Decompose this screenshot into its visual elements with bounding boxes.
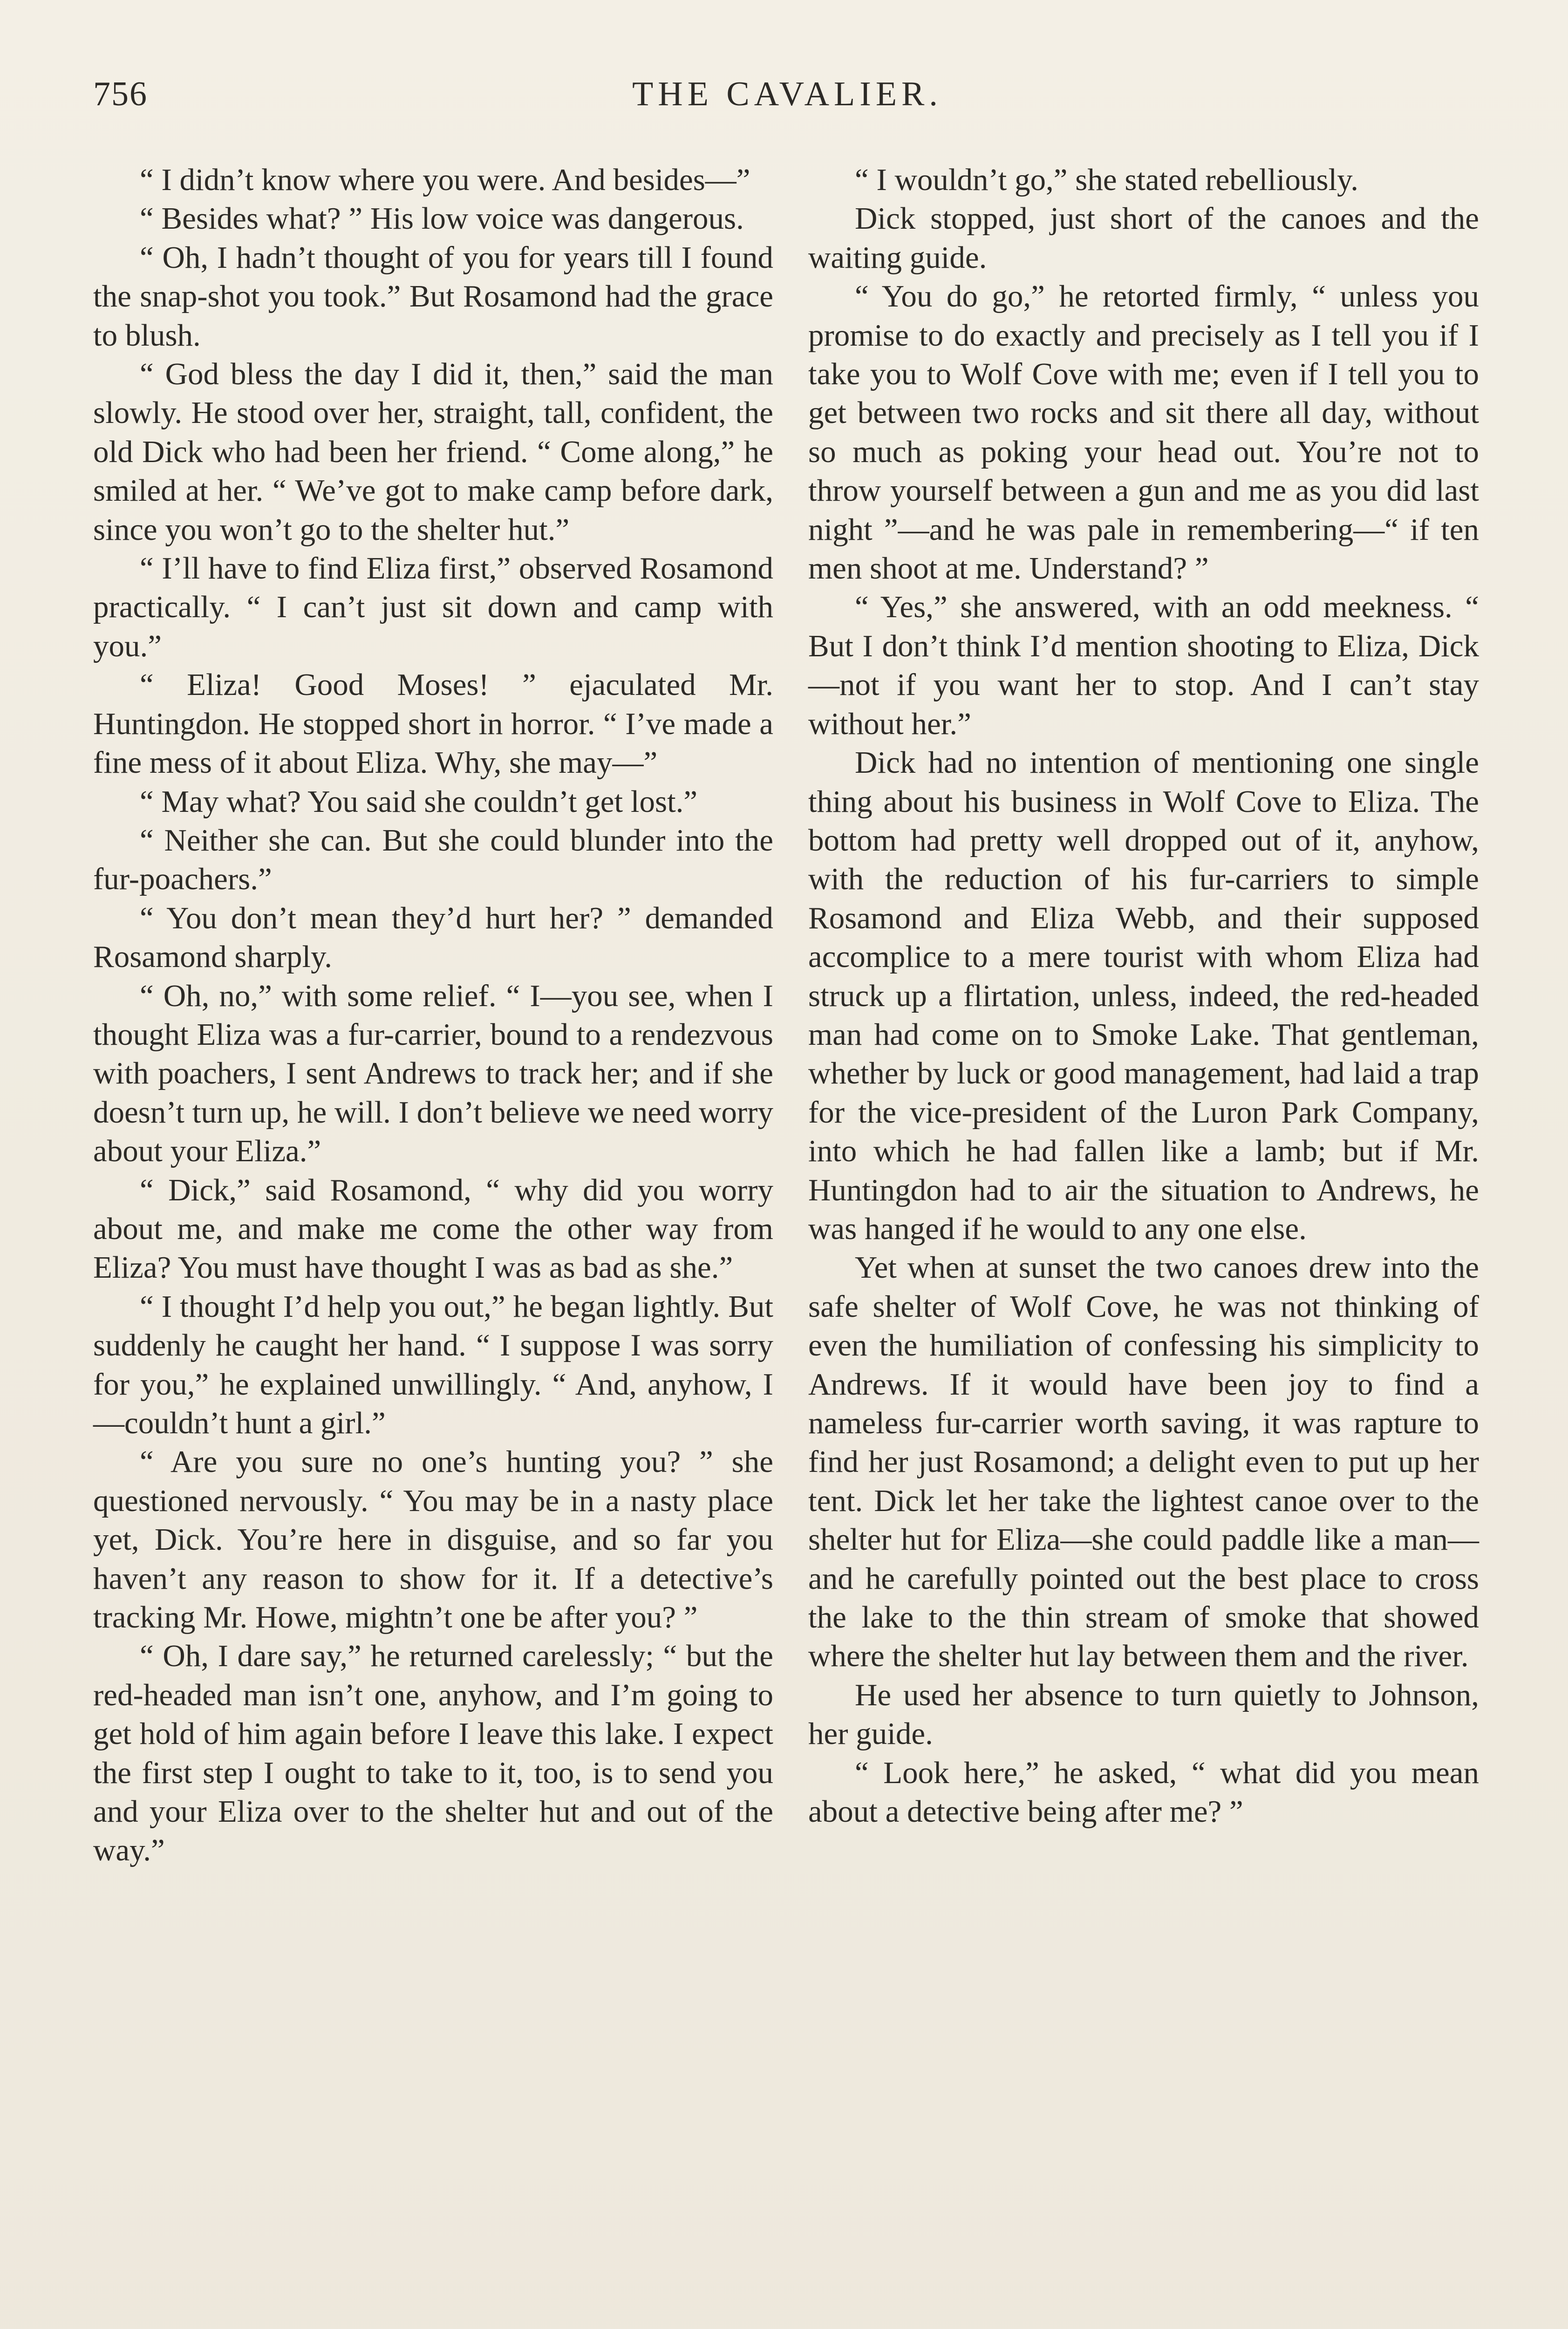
- right-column: [808, 161, 1479, 1831]
- paragraph: “ You don’t mean they’d hurt her? ” demanded Rosamond sharply.: [93, 900, 773, 974]
- paragraph: “ You do go,” he retorted firmly, “ unless you promise to do exactly and precisely as I tell you if I take you to Wolf Cove with me; even if I tell you to get between two rocks and sit there all day, without so much as poking your head out. You’re not to throw yourself between a gun and me as you did last night ”—and he was pale in remembering—“ if ten men shoot at me. Understand? ”: [808, 279, 1479, 586]
- paragraph: “ I didn’t know where you were. And besides—”: [140, 163, 750, 197]
- page-header: [93, 75, 1481, 126]
- paragraph: “ Are you sure no one’s hunting you? ” she questioned nervously. “ You may be in a nasty place yet, Dick. You’re here in disguise, and so far you haven’t any reason to show for it. If a detective’s tracking Mr. Howe, mightn’t one be after you? ”: [93, 1444, 773, 1635]
- paragraph: Dick had no intention of mentioning one single thing about his business in Wolf Cove to Eliza. The bottom had pretty well dropped out of it, anyhow, with the reduction of his fur-carriers to simple Rosamond and Eliza Webb, and their supposed accomplice to a mere tourist with whom Eliza had struck up a flirtation, unless, indeed, the red-headed man had come on to Smoke Lake. That gentleman, whether by luck or good management, had laid a trap for the vice-president of the Luron Park Company, into which he had fallen like a lamb; but if Mr. Huntingdon had to air the situation to Andrews, he was hanged if he would to any one else.: [808, 745, 1479, 1246]
- paragraph: “ Look here,” he asked, “ what did you mean about a detective being after me? ”: [808, 1755, 1479, 1829]
- left-column: [93, 161, 773, 1870]
- paragraph: “ Neither she can. But she could blunder into the fur-poachers.”: [93, 823, 773, 897]
- paragraph: He used her absence to turn quietly to Johnson, her guide.: [808, 1677, 1479, 1751]
- paragraph: “ Dick,” said Rosamond, “ why did you worry about me, and make me come the other way from Eliza? You must have thought I was as bad as she.”: [93, 1172, 773, 1285]
- paragraph: “ May what? You said she couldn’t get lost.”: [140, 784, 698, 819]
- paragraph: “ Oh, no,” with some relief. “ I—you see, when I thought Eliza was a fur-carrier, bound to a rendezvous with poachers, I sent Andrews to track her; and if she doesn’t turn up, he will. I don’t believe we need worry about your Eliza.”: [93, 978, 773, 1169]
- paragraph: “ Besides what? ” His low voice was dangerous.: [140, 201, 744, 236]
- paragraph: “ I thought I’d help you out,” he began lightly. But suddenly he caught her hand. “ I suppose I was sorry for you,” he explained unwillingly. “ And, anyhow, I—couldn’t hunt a girl.”: [93, 1289, 773, 1440]
- paragraph: “ Eliza! Good Moses! ” ejaculated Mr. Huntingdon. He stopped short in horror. “ I’ve made a fine mess of it about Eliza. Why, she may—”: [93, 667, 773, 780]
- paragraph: “ Oh, I hadn’t thought of you for years till I found the snap-shot you took.” But Rosamond had the grace to blush.: [93, 240, 773, 353]
- page-number: 756: [93, 75, 148, 113]
- paragraph: “ Yes,” she answered, with an odd meekness. “ But I don’t think I’d mention shooting to Eliza, Dick—not if you want her to stop. And I can’t stay without her.”: [808, 590, 1479, 741]
- paragraph: Dick stopped, just short of the canoes and the waiting guide.: [808, 201, 1479, 275]
- paragraph: “ I wouldn’t go,” she stated rebelliously.: [855, 163, 1359, 197]
- running-title: THE CAVALIER.: [632, 75, 942, 113]
- paragraph: “ Oh, I dare say,” he returned carelessly; “ but the red-headed man isn’t one, anyhow, and I’m going to get hold of him again before I leave this lake. I expect the first step I ought to take to it, too, is to send you and your Eliza over to the shelter hut and out of the way.”: [93, 1639, 773, 1868]
- paragraph: “ I’ll have to find Eliza first,” observed Rosamond practically. “ I can’t just sit down and camp with you.”: [93, 551, 773, 663]
- paragraph: “ God bless the day I did it, then,” said the man slowly. He stood over her, straight, tall, confident, the old Dick who had been her friend. “ Come along,” he smiled at her. “ We’ve got to make camp before dark, since you won’t go to the shelter hut.”: [93, 357, 773, 547]
- paragraph: Yet when at sunset the two canoes drew into the safe shelter of Wolf Cove, he was not thinking of even the humiliation of confessing his simplicity to Andrews. If it would have been joy to find a nameless fur-carrier worth saving, it was rapture to find her just Rosamond; a delight even to put up her tent. Dick let her take the lightest canoe over to the shelter hut for Eliza—she could paddle like a man—and he carefully pointed out the best place to cross the lake to the thin stream of smoke that showed where the shelter hut lay between them and the river.: [808, 1250, 1479, 1674]
